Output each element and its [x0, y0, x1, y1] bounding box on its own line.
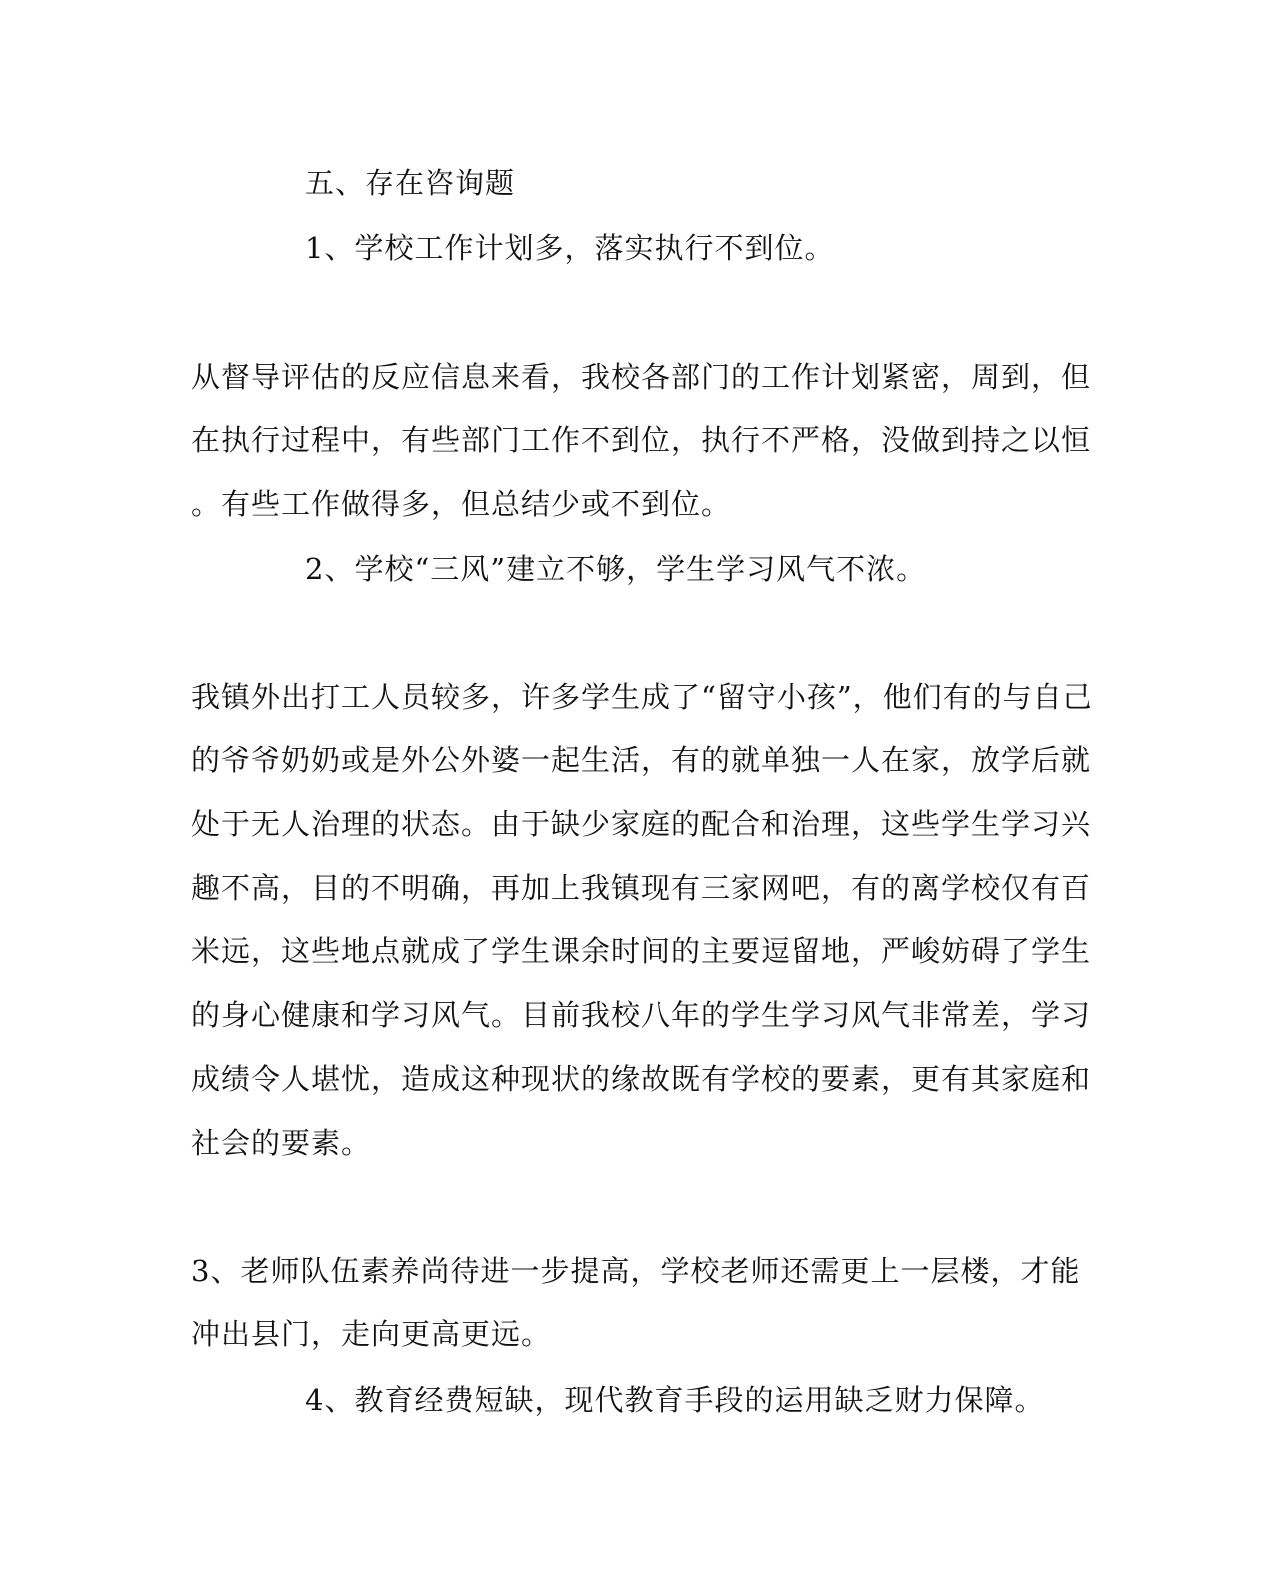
issue-4-heading: 4、教育经费短缺，现代教育手段的运用缺乏财力保障。	[305, 1383, 1045, 1417]
issue-2-heading: 2、学校“三风”建立不够，学生学习风气不浓。	[305, 552, 927, 586]
section-heading: 五、存在咨询题	[305, 166, 516, 200]
paragraph-line: 。有些工作做得多，但总结少或不到位。	[191, 487, 732, 521]
paragraph-line: 的身心健康和学习风气。目前我校八年的学生学习风气非常差，学习	[191, 998, 1092, 1032]
issue-3-line: 3、老师队伍素养尚待进一步提高，学校老师还需更上一层楼，才能	[191, 1254, 1081, 1288]
paragraph-line: 在执行过程中，有些部门工作不到位，执行不严格，没做到持之以恒	[191, 423, 1092, 457]
paragraph-line: 我镇外出打工人员较多，许多学生成了“留守小孩”，他们有的与自己	[191, 680, 1093, 714]
issue-3-line: 冲出县门，走向更高更远。	[191, 1317, 552, 1351]
paragraph-line: 的爷爷奶奶或是外公外婆一起生活，有的就单独一人在家，放学后就	[191, 743, 1092, 777]
paragraph-line: 趣不高，目的不明确，再加上我镇现有三家网吧，有的离学校仅有百	[191, 871, 1092, 905]
paragraph-line: 处于无人治理的状态。由于缺少家庭的配合和治理，这些学生学习兴	[191, 807, 1092, 841]
paragraph-line: 成绩令人堪忧，造成这种现状的缘故既有学校的要素，更有其家庭和	[191, 1062, 1092, 1096]
paragraph-line: 米远，这些地点就成了学生课余时间的主要逗留地，严峻妨碍了学生	[191, 934, 1092, 968]
paragraph-line: 从督导评估的反应信息来看，我校各部门的工作计划紧密，周到，但	[191, 360, 1092, 394]
paragraph-line: 社会的要素。	[191, 1126, 372, 1160]
issue-1-heading: 1、学校工作计划多，落实执行不到位。	[305, 231, 835, 265]
